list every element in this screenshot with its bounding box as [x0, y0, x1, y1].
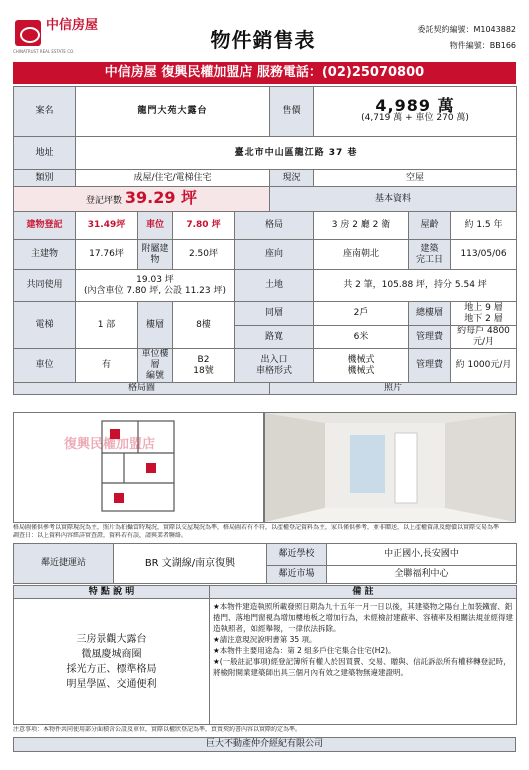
- status: 空屋: [314, 170, 517, 187]
- land: 共 2 筆，105.88 坪，持分 5.54 坪: [314, 270, 517, 302]
- completion-label-1: 建築: [420, 243, 439, 254]
- common-use-label: 共同使用: [14, 270, 76, 302]
- mrt-label: 鄰近捷運站: [14, 544, 114, 584]
- common-use-detail: (內含車位 7.80 坪, 公設 11.23 坪): [84, 285, 226, 296]
- category-label: 類別: [14, 170, 76, 187]
- property-number: 物件編號：BB166: [449, 41, 516, 50]
- same-floor-label: 同層: [235, 302, 314, 326]
- orientation: 座南朝北: [314, 240, 409, 270]
- layout: 3 房 2 廳 2 衛: [314, 212, 409, 240]
- footer-note: 注意事項：本物件共同使用部分面積含公設及車位，實際以權狀登記為準，買賣契約書內容以實際約定為準。: [13, 726, 302, 733]
- exit-type-2: 機械式: [347, 365, 375, 376]
- market: 全聯福利中心: [327, 566, 517, 584]
- common-use-total: 19.03 坪: [136, 274, 174, 285]
- company-name: 巨大不動產仲介經紀有限公司: [13, 737, 516, 752]
- disclaimer-1: 格局圖僅供參考以實際現況為主，照片為拍攝當時現況，實際以交屋現況為準，格局圖若有不符，以產權登記資料為主，家具僅供參考，並非贈送，以上產權資訊及總價以實際交易為準: [13, 524, 500, 531]
- features-title: 特 點 說 明: [14, 586, 210, 599]
- car-floor-label: [138, 349, 173, 383]
- features-table: [13, 585, 517, 725]
- car-floor-label-2: 編號: [145, 371, 164, 381]
- parking-area: 7.80 坪: [173, 212, 235, 240]
- floorplan-image: [13, 412, 264, 523]
- floors-above: 地上 9 層: [464, 302, 503, 313]
- parking-fee: 約 1000元/月: [451, 349, 517, 383]
- features-list: [14, 599, 210, 725]
- watermark: 復興民權加盟店: [64, 437, 156, 452]
- building-reg-label: 建物登記: [14, 212, 76, 240]
- common-use: [76, 270, 235, 302]
- name-label: 案名: [14, 87, 76, 137]
- exit-label-1: 出入口: [260, 354, 288, 365]
- remark-item: ★本物件建造執照所載發照日期為九十五年一月一日以後，其建築物之陽台上加裝鐵窗、鋁捲門、落地門窗視為增加樓地板之增加行為，未經檢討建蔽率、容積率及相關法規並經得建造執照者，如經舉報，一律依法拆除。: [213, 602, 513, 633]
- status-label: 現況: [270, 170, 314, 187]
- feature-item: 採光方正、標準格局: [66, 663, 157, 675]
- age-label: 屋齡: [409, 212, 451, 240]
- room-photo: [264, 412, 516, 523]
- completion-label: [409, 240, 451, 270]
- company-logo: [13, 18, 113, 54]
- feature-item: 微風慶城商圈: [81, 648, 142, 660]
- floorplan-title: 格局圖: [14, 383, 270, 395]
- building-reg: 31.49坪: [76, 212, 138, 240]
- age: 約 1.5 年: [451, 212, 517, 240]
- parking-fee-label: 管理費: [409, 349, 451, 383]
- parking-label: 車位: [138, 212, 173, 240]
- orientation-label: 座向: [235, 240, 314, 270]
- remark-item: ★本物件主要用途為：第 2 組多戶住宅集合住宅(H2)。: [213, 646, 396, 655]
- elevator-label: 電梯: [14, 302, 76, 349]
- road-width-label: 路寬: [235, 326, 314, 349]
- mrt-station: BR 文湖線/南京復興: [114, 544, 267, 584]
- property-name: 龍門大苑大露台: [76, 87, 270, 137]
- category: 成屋/住宅/電梯住宅: [76, 170, 270, 187]
- elevator: 1 部: [76, 302, 138, 349]
- photo-title: 照片: [270, 383, 517, 395]
- remark-item: ★(一般註記事項)經登記簿所有權人於因買賣、交易、贈與、信託訴訟所有權移轉登記時，將檢附開業建築師出具三個月內有效之建築物無違建證明。: [213, 657, 511, 677]
- logo-subtext: CHINATRUST REAL ESTATE CO.: [13, 49, 75, 54]
- page-title: 物件銷售表: [210, 28, 316, 52]
- logo-text: 中信房屋: [46, 18, 99, 33]
- exit-label: [235, 349, 314, 383]
- basic-info-title: 基本資料: [270, 187, 517, 212]
- mgmt-fee-label: 管理費: [409, 326, 451, 349]
- car-floor-label-1: 車位樓層: [141, 349, 169, 370]
- school: 中正國小,長安國中: [327, 544, 517, 566]
- reg-area: 39.29 坪: [124, 187, 198, 207]
- car-floor: [173, 349, 235, 383]
- exit-type: [314, 349, 409, 383]
- price: 4,989 萬: [375, 95, 455, 115]
- price-cell: [314, 87, 517, 137]
- logo-mark-icon: [15, 20, 41, 46]
- completion-date: 113/05/06: [451, 240, 517, 270]
- address: 臺北市中山區龍江路 37 巷: [76, 137, 517, 170]
- header: [13, 10, 516, 58]
- price-label: 售價: [270, 87, 314, 137]
- school-label: 鄰近學校: [267, 544, 327, 566]
- remarks-title: 備 註: [210, 586, 517, 599]
- same-floor: 2戶: [314, 302, 409, 326]
- disclaimer-2: 調查日：以上資料內容經詳實查證，資料若有誤，請與業者聯絡。: [13, 532, 188, 539]
- info-table: [13, 86, 517, 395]
- total-floor-label: 總樓層: [409, 302, 451, 326]
- land-label: 土地: [235, 270, 314, 302]
- aux-building: 2.50坪: [173, 240, 235, 270]
- exit-type-1: 機械式: [347, 354, 375, 365]
- remark-item: ★請注意現況說明書第 35 項。: [213, 635, 317, 644]
- reg-area-label: 登記坪數: [85, 195, 122, 206]
- total-floor: [451, 302, 517, 326]
- aux-building-label: 附屬建物: [138, 240, 173, 270]
- feature-item: 三房景觀大露台: [76, 633, 147, 645]
- feature-item: 明星學區、交通便利: [66, 678, 157, 690]
- contract-number: 委託契約編號：M1043882: [417, 25, 516, 34]
- main-building: 17.76坪: [76, 240, 138, 270]
- exit-label-2: 車格形式: [256, 365, 293, 376]
- price-breakdown: (4,719 萬 + 車位 270 萬): [361, 112, 469, 123]
- market-label: 鄰近市場: [267, 566, 327, 584]
- floorplan-drawing: [14, 413, 263, 522]
- layout-label: 格局: [235, 212, 314, 240]
- car-label: 車位: [14, 349, 76, 383]
- floors-below: 地下 2 層: [464, 313, 503, 324]
- address-label: 地址: [14, 137, 76, 170]
- remarks-list: [210, 599, 517, 725]
- reg-area-cell: [14, 187, 270, 212]
- floor: 8樓: [173, 302, 235, 349]
- nearby-table: [13, 543, 517, 584]
- car: 有: [76, 349, 138, 383]
- room-photo-drawing: [265, 413, 515, 522]
- banner: 中信房屋 復興民權加盟店 服務電話：(02)25070800: [13, 62, 516, 84]
- completion-label-2: 完工日: [416, 254, 444, 265]
- main-building-label: 主建物: [14, 240, 76, 270]
- road-width: 6米: [314, 326, 409, 349]
- car-number: 18號: [193, 365, 214, 376]
- mgmt-fee: 約每戶 4800元/月: [451, 326, 517, 349]
- floor-label: 樓層: [138, 302, 173, 349]
- car-floor-value: B2: [197, 354, 210, 365]
